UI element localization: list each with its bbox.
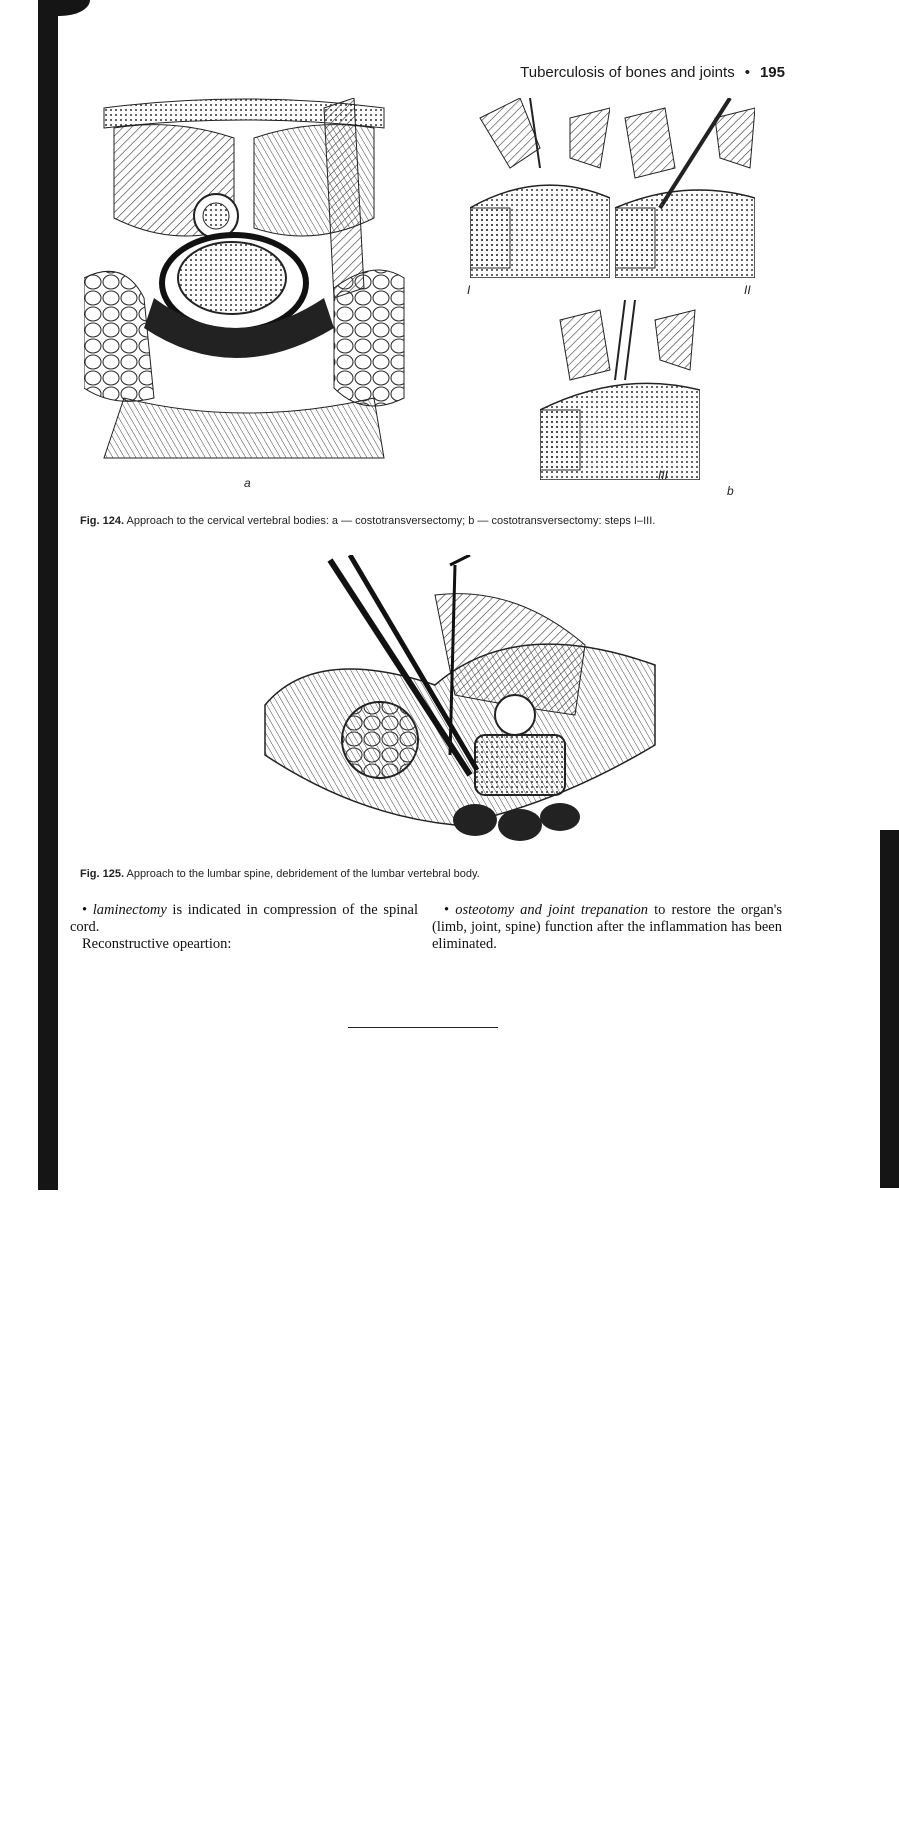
figure-124-caption xyxy=(80,515,655,527)
book-binding-tip xyxy=(38,0,90,16)
left-paragraph-2: Reconstructive opeartion: xyxy=(82,936,232,952)
left-term: laminectomy xyxy=(92,902,167,918)
figure-124-step-label-iii: III xyxy=(658,468,669,482)
figure-124b-step-ii xyxy=(615,98,755,278)
running-head-separator: • xyxy=(744,64,750,81)
figure-124-panel-label-a: a xyxy=(244,476,251,490)
figure-124-panel-label-b: b xyxy=(727,484,734,498)
left-text: is indicated in compression of the spinal cord. xyxy=(70,902,418,935)
figure-124-caption-label: Fig. 124. xyxy=(80,515,125,527)
figure-125-caption-label: Fig. 125. xyxy=(80,868,125,880)
right-paragraph: • osteotomy and joint trepanation to restore the organ's (limb, joint, spine) function after the inflammation has been eliminated. xyxy=(432,902,783,952)
figure-124a-illustration xyxy=(84,98,414,468)
figure-124b-step-iii xyxy=(540,300,700,480)
figure-124-step-label-ii: II xyxy=(744,283,751,297)
figure-125-caption-text: Approach to the lumbar spine, debridement of the lumbar vertebral body. xyxy=(126,868,480,880)
figure-124b-step-i xyxy=(470,98,610,278)
right-column xyxy=(432,902,782,953)
book-binding-edge xyxy=(38,0,58,1190)
figure-125-caption xyxy=(80,868,480,880)
section-end-rule xyxy=(348,1027,498,1028)
right-text: to restore the organ's (limb, joint, spine) function after the inflammation has been eliminated. xyxy=(432,902,783,952)
page-number: 195 xyxy=(759,64,785,81)
right-term: osteotomy and joint trepanation xyxy=(455,902,648,918)
figure-124-step-label-i: I xyxy=(467,283,471,297)
figure-125-illustration xyxy=(255,555,665,855)
left-column xyxy=(70,902,418,953)
running-head-title: Tuberculosis of bones and joints xyxy=(520,64,735,81)
figure-124-caption-text: Approach to the cervical vertebral bodies: a — costotransversectomy; b — costotransversectomy: steps I–III. xyxy=(126,515,656,527)
running-head xyxy=(480,64,785,81)
left-paragraph: • laminectomy is indicated in compression of the spinal cord. xyxy=(70,902,418,935)
page-edge-bar xyxy=(880,830,899,1188)
